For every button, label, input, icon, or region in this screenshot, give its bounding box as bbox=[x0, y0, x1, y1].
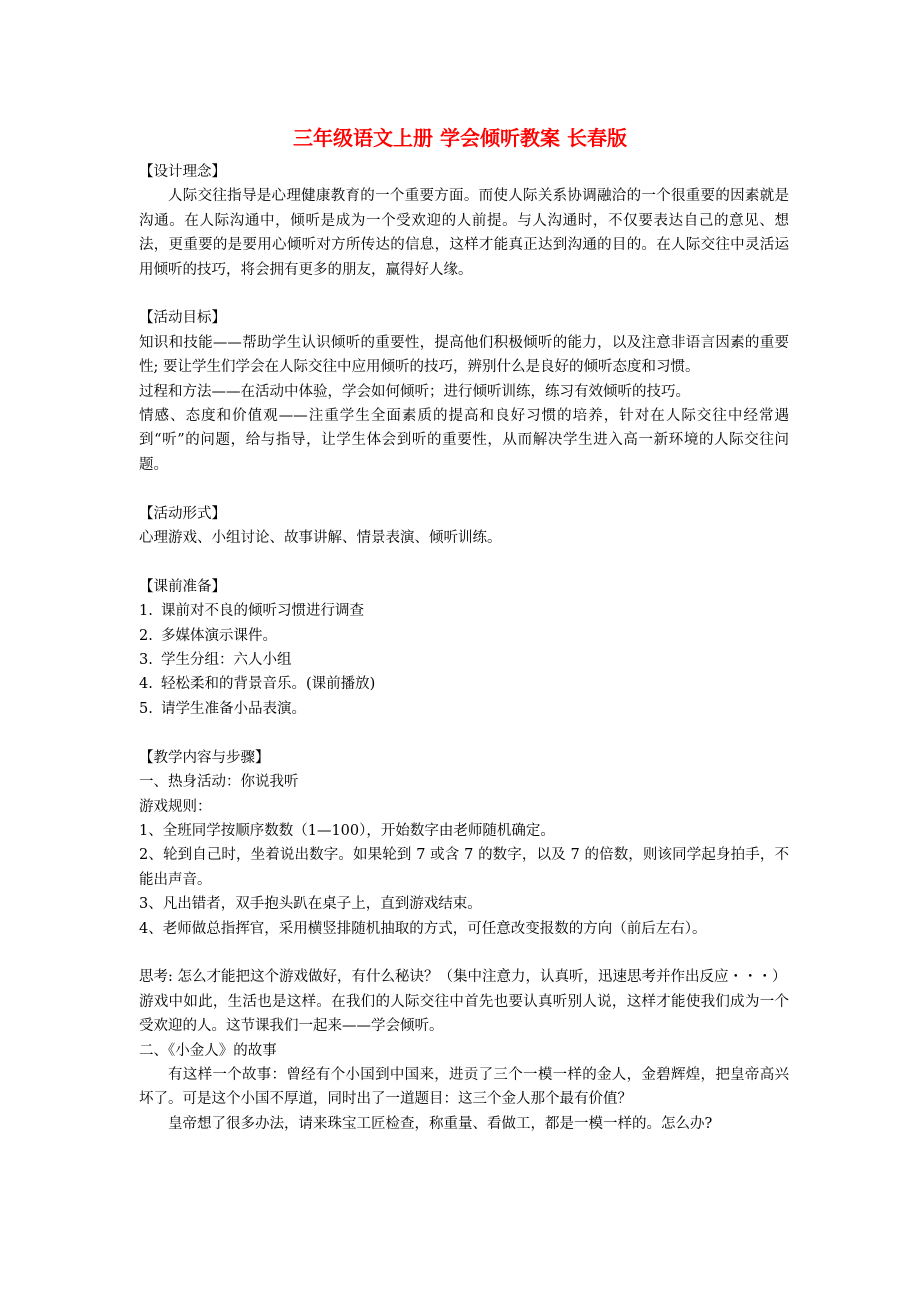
paragraph-goal-process: 过程和方法——在活动中体验，学会如何倾听；进行倾听训练，练习有效倾听的技巧。 bbox=[139, 383, 690, 400]
rule-item: 3、凡出错者，双手抱头趴在桌子上，直到游戏结束。 bbox=[139, 896, 482, 913]
section-heading-teaching: 【教学内容与步骤】 bbox=[139, 749, 270, 766]
paragraph-activity-form: 心理游戏、小组讨论、故事讲解、情景表演、倾听训练。 bbox=[139, 530, 502, 547]
rule-item: 2、轮到自己时，坐着说出数字。如果轮到 7 或含 7 的数字，以及 7 的倍数，则该同学起身拍手，不能出声音。 bbox=[139, 847, 789, 888]
document-body bbox=[139, 160, 789, 1136]
paragraph-life: 游戏中如此，生活也是这样。在我们的人际交往中首先也要认真听别人说，这样才能使我们成为一个受欢迎的人。这节课我们一起来——学会倾听。 bbox=[139, 993, 789, 1035]
subsection-title-story: 二、《小金人》的故事 bbox=[139, 1042, 277, 1059]
list-item bbox=[139, 648, 789, 672]
section-heading-preparation: 【课前准备】 bbox=[139, 578, 226, 595]
paragraph-think: 思考: 怎么才能把这个游戏做好，有什么秘诀？（集中注意力，认真听，迅速思考并作出反应・・・） bbox=[139, 969, 787, 986]
list-item-text: 请学生准备小品表演。 bbox=[161, 700, 306, 717]
list-item-text: 多媒体演示课件。 bbox=[161, 627, 277, 644]
section-heading-design-concept: 【设计理念】 bbox=[139, 164, 226, 180]
list-item-number: 2. bbox=[139, 627, 153, 644]
paragraph-story-2: 皇帝想了很多办法，请来珠宝工匠检查，称重量、看做工，都是一模一样的。怎么办? bbox=[168, 1115, 713, 1132]
list-item-number: 1. bbox=[139, 603, 153, 620]
spacer bbox=[139, 721, 789, 745]
subsection-title-warmup: 一、热身活动：你说我听 bbox=[139, 774, 299, 791]
list-item-text: 轻松柔和的背景音乐。(课前播放) bbox=[161, 676, 376, 693]
rule-item: 1、全班同学按顺序数数（1—100），开始数字由老师随机确定。 bbox=[139, 822, 555, 839]
list-item-text: 课前对不良的倾听习惯进行调查 bbox=[161, 603, 364, 620]
paragraph-goal-emotion: 情感、态度和价值观——注重学生全面素质的提高和良好习惯的培养，针对在人际交往中经常遇到“听”的问题，给与指导，让学生体会到听的重要性，从而解决学生进入高一新环境的人际交往问题。 bbox=[139, 408, 789, 473]
document-title: 三年级语文上册 学会倾听教案 长春版 bbox=[293, 126, 627, 150]
rules-label: 游戏规则： bbox=[139, 798, 212, 815]
list-item bbox=[139, 624, 789, 648]
paragraph-story-1: 有这样一个故事：曾经有个小国到中国来，进贡了三个一模一样的金人，金碧辉煌，把皇帝高兴坏了。可是这个小国不厚道，同时出了一道题目：这三个金人那个最有价值？ bbox=[139, 1066, 789, 1108]
rule-item: 4、老师做总指挥官，采用横竖排随机抽取的方式，可任意改变报数的方向（前后左右）。 bbox=[139, 920, 707, 937]
list-item bbox=[139, 697, 789, 721]
section-heading-activity-form: 【活动形式】 bbox=[139, 505, 226, 522]
list-item bbox=[139, 599, 789, 623]
list-item bbox=[139, 672, 789, 696]
preparation-list bbox=[139, 599, 789, 721]
spacer bbox=[139, 941, 789, 965]
spacer bbox=[139, 282, 789, 306]
paragraph-goal-knowledge: 知识和技能——帮助学生认识倾听的重要性，提高他们积极倾听的能力，以及注意非语言因素的重要性; 要让学生们学会在人际交往中应用倾听的技巧，辨别什么是良好的倾听态度和习惯。 bbox=[139, 334, 789, 376]
list-item-text: 学生分组：六人小组 bbox=[161, 652, 292, 669]
list-item-number: 3. bbox=[139, 652, 153, 669]
list-item-number: 4. bbox=[139, 676, 153, 693]
list-item-number: 5. bbox=[139, 700, 153, 717]
paragraph-design-concept: 人际交往指导是心理健康教育的一个重要方面。而使人际关系协调融洽的一个很重要的因素就是沟通。在人际沟通中，倾听是成为一个受欢迎的人前提。与人沟通时，不仅要表达自己的意见、想法，更重要的是要用心倾听对方所传达的信息，这样才能真正达到沟通的目的。在人际交往中灵活运用倾听的技巧，将会拥有更多的朋友，赢得好人缘。 bbox=[139, 188, 789, 278]
section-heading-activity-goals: 【活动目标】 bbox=[139, 310, 226, 327]
spacer bbox=[139, 550, 789, 574]
spacer bbox=[139, 477, 789, 501]
